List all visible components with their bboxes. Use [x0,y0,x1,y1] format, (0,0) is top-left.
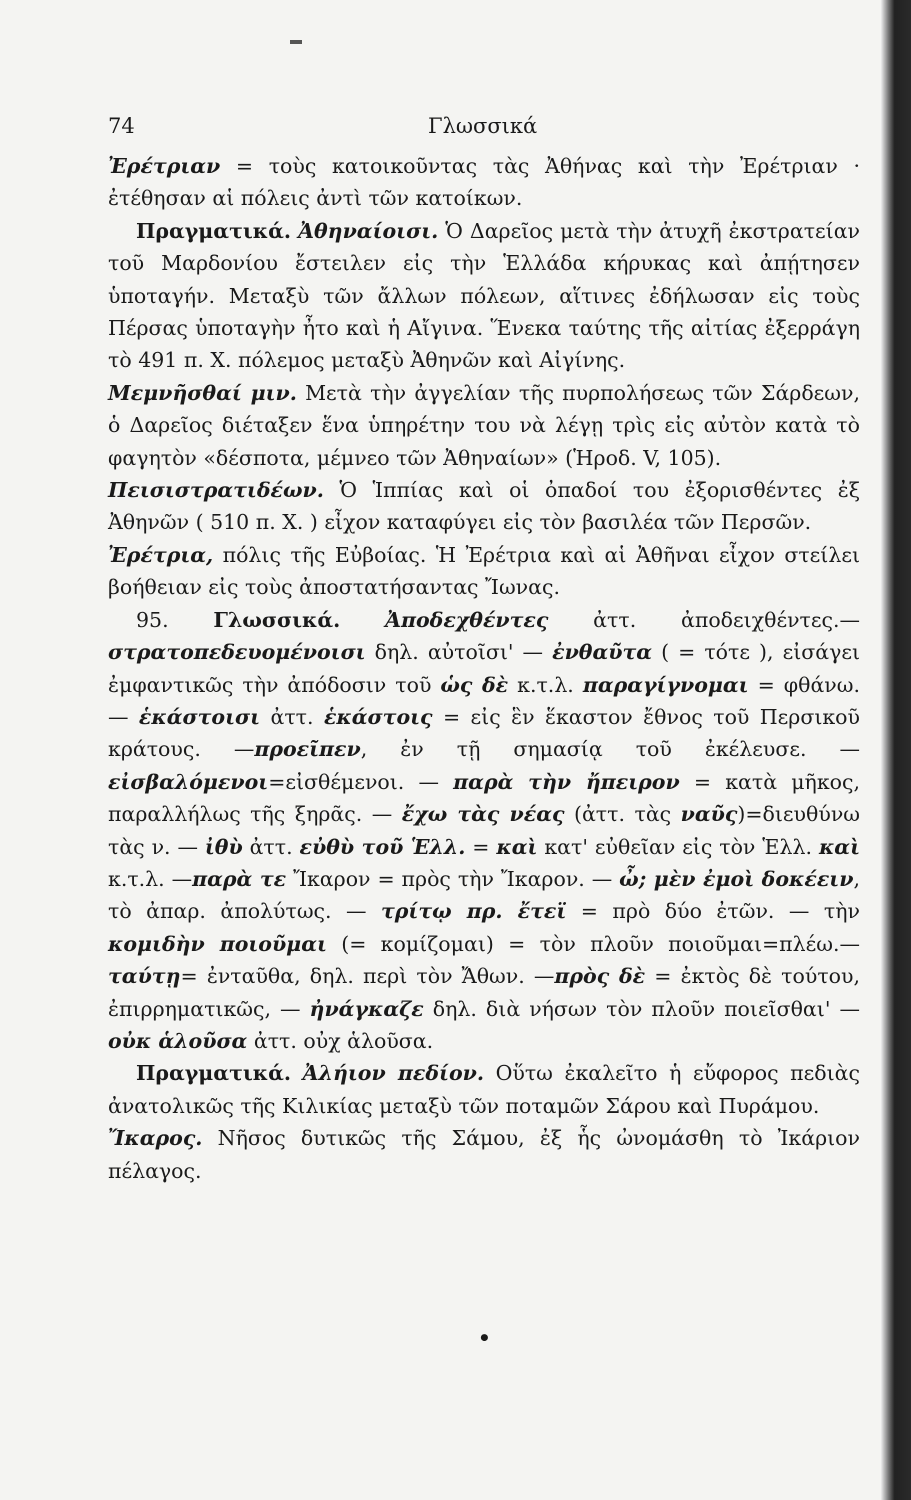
page-number: 74 [108,114,135,138]
glossed-term: Ἐρέτρια, [108,542,214,567]
text-run: = πρὸ δύο ἐτῶν. — τὴν [566,899,860,924]
text-run [340,608,385,632]
text-run: ἀττ. οὐχ ἁλοῦσα. [247,1028,434,1053]
text-run: ( = τότε ), εἰσάγει ἐμφαντικῶς τὴν ἀπόδοσιν τοῦ [108,640,860,697]
glossed-term: Ἀθηναίοισι. [298,218,439,243]
glossed-term: Μεμνῆσθαί μιν. [108,380,297,405]
text-run: κατ' εὐθεῖαν εἰς τὸν Ἑλλ. [537,834,819,859]
glossed-term: πρὸς δὲ [554,964,646,989]
text-run: Ὁ Δαρεῖος μετὰ τὴν ἀτυχῆ ἐκστρατείαν τοῦ Μαρδονίου ἔστειλεν εἰς τὴν Ἑλλάδα κήρυκας καὶ ἀπῄτησεν ὑποταγήν. Μεταξὺ τῶν ἄλλων πόλεων, αἵτινες ἐδήλωσαν εἰς τοὺς Πέρσας ὑποταγὴν ἦτο καὶ ἡ Αἴγινα. Ἕνεκα ταύτης τῆς αἰτίας ἐξερράγη τὸ 491 π. Χ. πόλεμος μεταξὺ Ἀθηνῶν καὶ Αἰγίνης. [108,218,860,373]
paragraph [108,474,860,539]
text-run: (= κομίζομαι) = τὸν πλοῦν ποιοῦμαι=πλέω.— [326,931,860,956]
binding-edge [881,0,911,1500]
text-run: , τὸ ἀπαρ. ἀπολύτως. — [108,866,860,924]
print-mark [290,40,302,44]
text-run: κ.τ.λ. — [108,866,193,891]
glossed-term: ὡς δὲ [440,672,509,697]
glossed-term: παρὰ τὴν ἤπειρον [453,769,680,794]
glossed-term: παρὰ τε [192,866,287,891]
body-text [108,150,860,1187]
text-run [291,1061,303,1085]
paragraph [108,150,860,215]
paragraph [108,539,860,604]
paragraph [108,1122,860,1187]
glossed-term: παραγίγνομαι [582,672,749,697]
glossed-term: Ἀλήιον πεδίον. [302,1061,484,1086]
section-heading: Πραγματικά. [136,1061,292,1086]
print-mark-bullet: • [478,1326,491,1350]
glossed-term: Ἀποδεχθέντες [385,607,549,632]
paragraph [108,604,860,1058]
glossed-term: τρίτῳ πρ. ἔτεϊ [381,899,567,924]
glossed-term: ἑκάστοις [323,704,433,729]
text-run: δηλ. αὐτοῖσι' — [365,640,553,665]
glossed-term: εὐθὺ τοῦ Ἑλλ. [299,834,466,859]
glossed-term: οὐκ ἁλοῦσα [108,1028,248,1053]
glossed-term: καὶ [496,834,538,859]
text-run: Ἴκαρον = πρὸς τὴν Ἴκαρον. — [286,866,620,891]
glossed-term: καὶ [818,834,860,859]
text-run: = τοὺς κατοικοῦντας τὰς Ἀθήνας καὶ τὴν Ἐρέτριαν · ἐτέθησαν αἱ πόλεις ἀντὶ τῶν κατοίκων. [108,154,860,211]
text-run: ἀττ. [260,704,324,729]
paragraph [108,215,860,377]
text-run: (ἀττ. τὰς [564,802,681,827]
glossed-term: ταύτῃ [108,964,181,989]
section-heading: Πραγματικά. [136,218,292,243]
text-run: Οὕτω ἐκαλεῖτο ἡ εὔφορος πεδιὰς ἀνατολικῶς τῆς Κιλικίας μεταξὺ τῶν ποταμῶν Σάρου καὶ Πυράμου. [108,1061,860,1118]
text-run: Νῆσος δυτικῶς τῆς Σάμου, ἐξ ἧς ὠνομάσθη τὸ Ἰκάριον πέλαγος. [108,1126,860,1183]
glossed-term: εἰσβαλόμενοι [108,769,269,794]
text-run: = ἐνταῦθα, δηλ. περὶ τὸν Ἄθων. — [180,964,555,989]
glossed-term: προεῖπεν [254,737,361,762]
text-run: ἀττ. [242,834,300,859]
glossed-term: Ἴκαρος. [108,1126,203,1151]
glossed-term: κομιδὴν ποιοῦμαι [108,931,327,956]
text-run: = φθάνω. — [108,672,860,729]
text-run: )=διευθύνω τὰς ν. — [108,802,860,859]
text-run: κ.τ.λ. [508,672,583,697]
glossed-term: ἔχω τὰς νέας [401,802,565,827]
text-run: =εἰσθέμενοι. — [268,769,454,794]
glossed-term: ναῦς [680,802,738,827]
text-run: = εἰς ἓν ἕκαστον ἔθνος τοῦ Περσικοῦ κράτους. — [108,704,860,762]
page [108,110,860,1187]
text-run: = [465,834,497,859]
text-run: 95. [136,607,214,632]
glossed-term: ἑκάστοισι [138,704,261,729]
paragraph [108,1057,860,1122]
glossed-term: ὦ; μὲν ἐμοὶ δοκέειν [619,866,854,891]
text-run: ἀττ. ἀποδειχθέντες.— [548,607,860,632]
page-header [108,110,860,150]
glossed-term: ἐνθαῦτα [552,640,653,665]
glossed-term: Πεισιστρατιδέων. [108,478,324,503]
text-run: Ὁ Ἱππίας καὶ οἱ ὀπαδοί του ἐξορισθέντες ἐξ Ἀθηνῶν ( 510 π. Χ. ) εἶχον καταφύγει εἰς τὸν βασιλέα τῶν Περσῶν. [108,478,860,535]
text-run: δηλ. διὰ νήσων τὸν πλοῦν ποιεῖσθαι' — [423,996,860,1021]
glossed-term: στρατοπεδευομένοισι [108,640,366,665]
section-heading: Γλωσσικά. [213,607,341,632]
glossed-term: ἰθὺ [204,834,243,859]
running-title: Γλωσσικά [428,114,538,138]
text-run: πόλις τῆς Εὐβοίας. Ἡ Ἐρέτρια καὶ αἱ Ἀθῆναι εἶχον στείλει βοήθειαν εἰς τοὺς ἀποστατήσαντας Ἴωνας. [108,542,860,600]
text-run: = ἐκτὸς δὲ τούτου, ἐπιρρηματικῶς, — [108,964,860,1021]
paragraph [108,377,860,474]
glossed-term: Ἐρέτριαν [108,154,221,178]
text-run: = κατὰ μῆκος, παραλλήλως τῆς ξηρᾶς. — [108,769,860,827]
text-run: , ἐν τῇ σημασίᾳ τοῦ ἐκέλευσε. — [360,737,860,762]
text-run: Μετὰ τὴν ἀγγελίαν τῆς πυρπολήσεως τῶν Σάρδεων, ὁ Δαρεῖος διέταξεν ἕνα ὑπηρέτην του νὰ λέγῃ τρὶς εἰς αὐτὸν κατὰ τὸ φαγητὸν «δέσποτα, μέμνεο τῶν Ἀθηναίων» (Ἡροδ. V, 105). [108,380,860,470]
glossed-term: ἠνάγκαζε [309,996,424,1021]
